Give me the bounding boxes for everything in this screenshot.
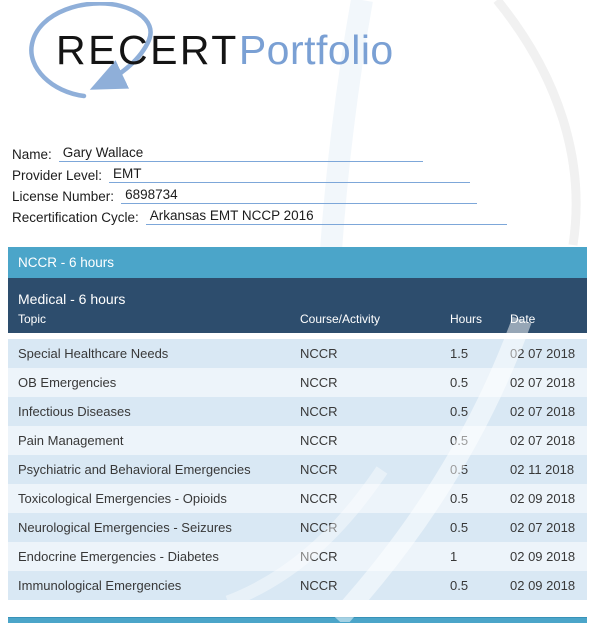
form-row-provider-level <box>12 162 572 183</box>
cell-topic: Toxicological Emergencies - Opioids <box>18 491 227 506</box>
subsection-medical <box>8 278 587 333</box>
cell-date: 02 07 2018 <box>510 404 576 419</box>
cell-date: 02 11 2018 <box>510 462 575 477</box>
cell-course-activity: NCCR <box>300 549 338 564</box>
recert-cycle-value: Arkansas EMT NCCP 2016 <box>146 208 507 225</box>
cell-hours: 0.5 <box>450 520 469 535</box>
cell-course-activity: NCCR <box>300 520 338 535</box>
cell-date: 02 07 2018 <box>510 375 576 390</box>
cell-topic: Infectious Diseases <box>18 404 131 419</box>
cell-hours: 0.5 <box>450 578 469 593</box>
col-header-course-activity: Course/Activity <box>300 312 381 326</box>
cell-course-activity: NCCR <box>300 404 338 419</box>
cell-course-activity: NCCR <box>300 346 338 361</box>
table-row <box>8 513 587 542</box>
cell-date: 02 09 2018 <box>510 578 576 593</box>
table-row <box>8 397 587 426</box>
cell-date: 02 09 2018 <box>510 549 576 564</box>
provider-info-form <box>12 141 572 225</box>
cell-course-activity: NCCR <box>300 462 338 477</box>
cell-topic: OB Emergencies <box>18 375 117 390</box>
cell-course-activity: NCCR <box>300 433 338 448</box>
cell-hours: 1 <box>450 549 458 564</box>
table-row <box>8 571 587 600</box>
cell-course-activity: NCCR <box>300 578 338 593</box>
name-label: Name: <box>12 147 52 162</box>
form-row-recert-cycle <box>12 204 572 225</box>
cell-hours: 1.5 <box>450 346 469 361</box>
table-row <box>8 542 587 571</box>
license-number-label: License Number: <box>12 189 115 204</box>
cell-hours: 0.5 <box>450 491 469 506</box>
col-header-hours: Hours <box>450 312 483 326</box>
cell-date: 02 07 2018 <box>510 346 576 361</box>
cell-hours: 0.5 <box>450 462 469 477</box>
section-header-nccr: NCCR - 6 hours <box>8 247 587 278</box>
cell-date: 02 07 2018 <box>510 433 576 448</box>
table-row <box>8 426 587 455</box>
cell-topic: Psychiatric and Behavioral Emergencies <box>18 462 251 477</box>
provider-level-value: EMT <box>109 166 470 183</box>
cell-date: 02 07 2018 <box>510 520 576 535</box>
form-row-name <box>12 141 572 162</box>
license-number-value: 6898734 <box>121 187 477 204</box>
table-row <box>8 368 587 397</box>
provider-level-label: Provider Level: <box>12 168 103 183</box>
subsection-title: Medical - 6 hours <box>18 291 126 307</box>
cell-topic: Endocrine Emergencies - Diabetes <box>18 549 219 564</box>
course-table <box>8 339 587 600</box>
cell-hours: 0.5 <box>450 433 469 448</box>
cell-hours: 0.5 <box>450 375 469 390</box>
next-section-band-clipped <box>8 617 587 623</box>
logo <box>0 0 600 130</box>
cell-topic: Special Healthcare Needs <box>18 346 169 361</box>
logo-brand-text: RECERT <box>56 27 239 73</box>
table-row <box>8 484 587 513</box>
col-header-topic: Topic <box>18 312 47 326</box>
table-column-headers <box>8 311 587 333</box>
cell-course-activity: NCCR <box>300 375 338 390</box>
table-row <box>8 455 587 484</box>
col-header-date: Date <box>510 312 536 326</box>
cell-topic: Immunological Emergencies <box>18 578 182 593</box>
table-row <box>8 339 587 368</box>
cell-course-activity: NCCR <box>300 491 338 506</box>
logo-product-text: Portfolio <box>238 27 394 73</box>
cell-topic: Pain Management <box>18 433 124 448</box>
cell-hours: 0.5 <box>450 404 469 419</box>
name-value: Gary Wallace <box>59 145 423 162</box>
recert-cycle-label: Recertification Cycle: <box>12 210 139 225</box>
cell-date: 02 09 2018 <box>510 491 576 506</box>
cell-topic: Neurological Emergencies - Seizures <box>18 520 232 535</box>
form-row-license-number <box>12 183 572 204</box>
nccr-section <box>8 247 587 600</box>
